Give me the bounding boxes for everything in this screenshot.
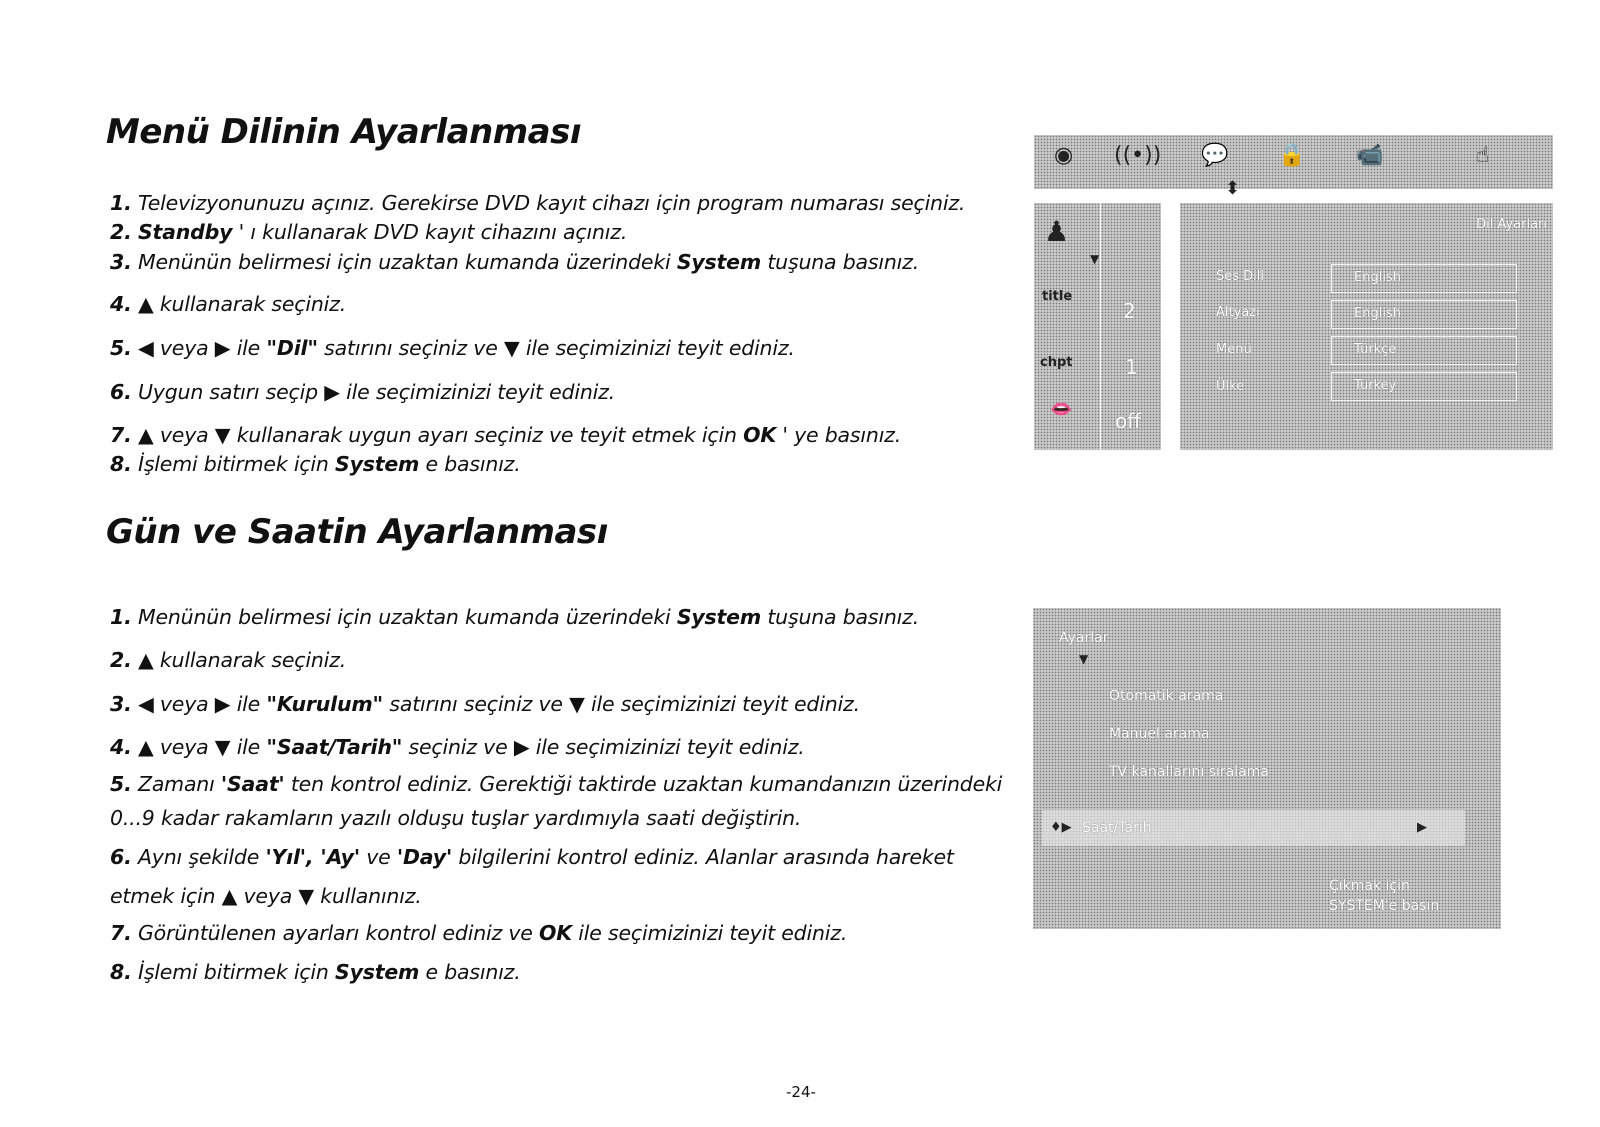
speech-icon: 💬 <box>1201 143 1229 168</box>
step-text: ve <box>359 845 397 869</box>
step-text: Zamanı <box>131 772 221 796</box>
row-value: English <box>1354 270 1401 285</box>
step-text: ▲ veya ▼ kullanarak uygun ayarı seçiniz ve teyit etmek için <box>131 423 744 447</box>
selector-icon: ♦▶ <box>1050 820 1072 835</box>
step-text: Menünün belirmesi için uzaktan kumanda üzerindeki <box>131 250 677 274</box>
step-keyword: Standby <box>137 220 233 244</box>
step-text: İşlemi bitirmek için <box>131 452 335 476</box>
step-text: Televizyonunuzu açınız. Gerekirse DVD kayıt cihazı için program numarası seçiniz. <box>131 191 966 215</box>
step-text: ile seçimizinizi teyit ediniz. <box>571 921 848 945</box>
step-keyword: OK <box>539 921 572 945</box>
value-box[interactable] <box>1331 300 1517 329</box>
value-box[interactable] <box>1331 336 1517 365</box>
title-label: title <box>1042 289 1073 304</box>
step-text: ' ı kullanarak DVD kayıt cihazını açınız. <box>232 220 628 244</box>
step-text: ten kontrol ediniz. Gerektiği taktirde uzaktan kumandanızın üzerindeki <box>284 772 1003 796</box>
selected-item-label: Saat/Tarih <box>1082 820 1152 836</box>
step-text: seçiniz ve ▶ ile seçimizinizi teyit ediniz. <box>402 735 805 759</box>
step-keyword: "Saat/Tarih" <box>266 735 403 759</box>
step-number: 6. <box>110 845 132 869</box>
step-keyword: "Kurulum" <box>266 692 384 716</box>
osd-settings-panel <box>1033 608 1501 929</box>
osd-header: Dil Ayarları <box>1476 217 1547 232</box>
row-label: Ülke <box>1216 379 1245 394</box>
step-line <box>110 648 346 672</box>
lips-icon: 👄 <box>1050 399 1073 420</box>
step-line <box>110 806 801 830</box>
section-title-menu-language: Menü Dilinin Ayarlanması <box>106 112 582 152</box>
down-arrow-icon: ▼ <box>1079 652 1089 666</box>
menu-item[interactable]: TV kanallarını sıralama <box>1109 764 1269 780</box>
right-arrow-icon: ▶ <box>1417 820 1427 835</box>
step-line <box>110 605 919 629</box>
chpt-label: chpt <box>1040 355 1073 370</box>
step-line <box>110 220 627 244</box>
hand-icon: ☝ <box>1476 143 1490 168</box>
step-text: Aynı şekilde <box>131 845 266 869</box>
step-line <box>110 845 954 869</box>
eye-icon: ◉ <box>1054 143 1074 168</box>
step-number: 6. <box>110 380 132 404</box>
step-line <box>110 884 422 908</box>
step-line <box>110 292 346 316</box>
step-line <box>110 772 1002 796</box>
broadcast-icon: ((•)) <box>1114 143 1162 168</box>
row-label: Altyazı <box>1216 305 1260 320</box>
page-number: -24- <box>786 1083 816 1101</box>
step-text: 0...9 kadar rakamların yazılı olduşu tuşlar yardımıyla saati değiştirin. <box>110 806 802 830</box>
value-box[interactable] <box>1331 264 1517 293</box>
step-text: ◀ veya ▶ ile <box>131 692 267 716</box>
lock-icon: 🔒 <box>1278 143 1306 168</box>
exit-hint-line1: Çıkmak için <box>1329 878 1410 894</box>
osd-mid-panel <box>1101 203 1161 450</box>
step-number: 1. <box>110 605 132 629</box>
menu-item[interactable]: Otomatik arama <box>1109 688 1224 704</box>
row-value: Türkçe <box>1354 342 1397 357</box>
row-value: English <box>1354 306 1401 321</box>
step-line <box>110 921 847 945</box>
step-line <box>110 960 521 984</box>
camera-icon: 📹 <box>1356 143 1384 168</box>
step-text: satırını seçiniz ve ▼ ile seçimizinizi teyit ediniz. <box>383 692 860 716</box>
step-text: ' ye basınız. <box>776 423 902 447</box>
step-number: 7. <box>110 423 132 447</box>
step-number: 4. <box>110 735 132 759</box>
step-number: 2. <box>110 220 132 244</box>
step-keyword: OK <box>743 423 777 447</box>
row-label: Ses Dili <box>1216 269 1265 284</box>
step-keyword: 'Yıl', 'Ay' <box>265 845 360 869</box>
step-line <box>110 735 805 759</box>
step-keyword: System <box>676 605 762 629</box>
up-down-arrow-icon: ⬍ <box>1225 178 1241 199</box>
exit-hint-line2: SYSTEM'e basın <box>1329 898 1440 914</box>
step-keyword: System <box>676 250 762 274</box>
step-number: 5. <box>110 336 132 360</box>
step-line <box>110 423 901 447</box>
chpt-value: 1 <box>1125 355 1138 379</box>
step-text: tuşuna basınız. <box>761 250 920 274</box>
step-keyword: "Dil" <box>266 336 318 360</box>
person-icon: ♟ <box>1044 215 1070 248</box>
step-keyword: 'Saat' <box>220 772 285 796</box>
step-number: 8. <box>110 960 132 984</box>
step-number: 3. <box>110 250 132 274</box>
step-text: Görüntülenen ayarları kontrol ediniz ve <box>131 921 540 945</box>
step-line <box>110 336 795 360</box>
down-arrow-icon: ▼ <box>1090 252 1100 266</box>
osd-icon-bar <box>1034 135 1553 189</box>
audio-value: off <box>1115 409 1142 433</box>
step-text: tuşuna basınız. <box>761 605 920 629</box>
step-keyword: System <box>335 452 420 476</box>
step-number: 8. <box>110 452 132 476</box>
value-box[interactable] <box>1331 372 1517 401</box>
row-value: Turkey <box>1354 378 1397 393</box>
step-text: Uygun satırı seçip ▶ ile seçimizinizi teyit ediniz. <box>131 380 615 404</box>
step-keyword: System <box>335 960 420 984</box>
step-line <box>110 380 615 404</box>
menu-item[interactable]: Manuel arama <box>1109 726 1210 742</box>
step-line <box>110 250 919 274</box>
step-number: 5. <box>110 772 132 796</box>
step-number: 2. <box>110 648 132 672</box>
title-value: 2 <box>1123 299 1136 323</box>
step-text: Menünün belirmesi için uzaktan kumanda üzerindeki <box>131 605 677 629</box>
osd-left-panel <box>1034 203 1100 450</box>
step-text: ◀ veya ▶ ile <box>131 336 267 360</box>
step-text: etmek için ▲ veya ▼ kullanınız. <box>110 884 422 908</box>
step-text: bilgilerini kontrol ediniz. Alanlar arasında hareket <box>452 845 954 869</box>
step-number: 3. <box>110 692 132 716</box>
step-text: ▲ kullanarak seçiniz. <box>131 648 347 672</box>
step-line <box>110 191 965 215</box>
step-text: ▲ veya ▼ ile <box>131 735 267 759</box>
section-title-date-time: Gün ve Saatin Ayarlanması <box>106 512 608 552</box>
row-label: Menü <box>1216 342 1252 357</box>
settings-title: Ayarlar <box>1059 630 1109 646</box>
step-text: ▲ kullanarak seçiniz. <box>131 292 347 316</box>
step-number: 7. <box>110 921 132 945</box>
step-text: e basınız. <box>419 452 521 476</box>
step-text: e basınız. <box>419 960 521 984</box>
step-number: 4. <box>110 292 132 316</box>
step-line <box>110 692 860 716</box>
step-text: İşlemi bitirmek için <box>131 960 335 984</box>
step-line <box>110 452 521 476</box>
step-keyword: 'Day' <box>396 845 453 869</box>
selected-menu-item[interactable] <box>1042 810 1465 846</box>
step-number: 1. <box>110 191 132 215</box>
step-text: satırını seçiniz ve ▼ ile seçimizinizi teyit ediniz. <box>317 336 795 360</box>
